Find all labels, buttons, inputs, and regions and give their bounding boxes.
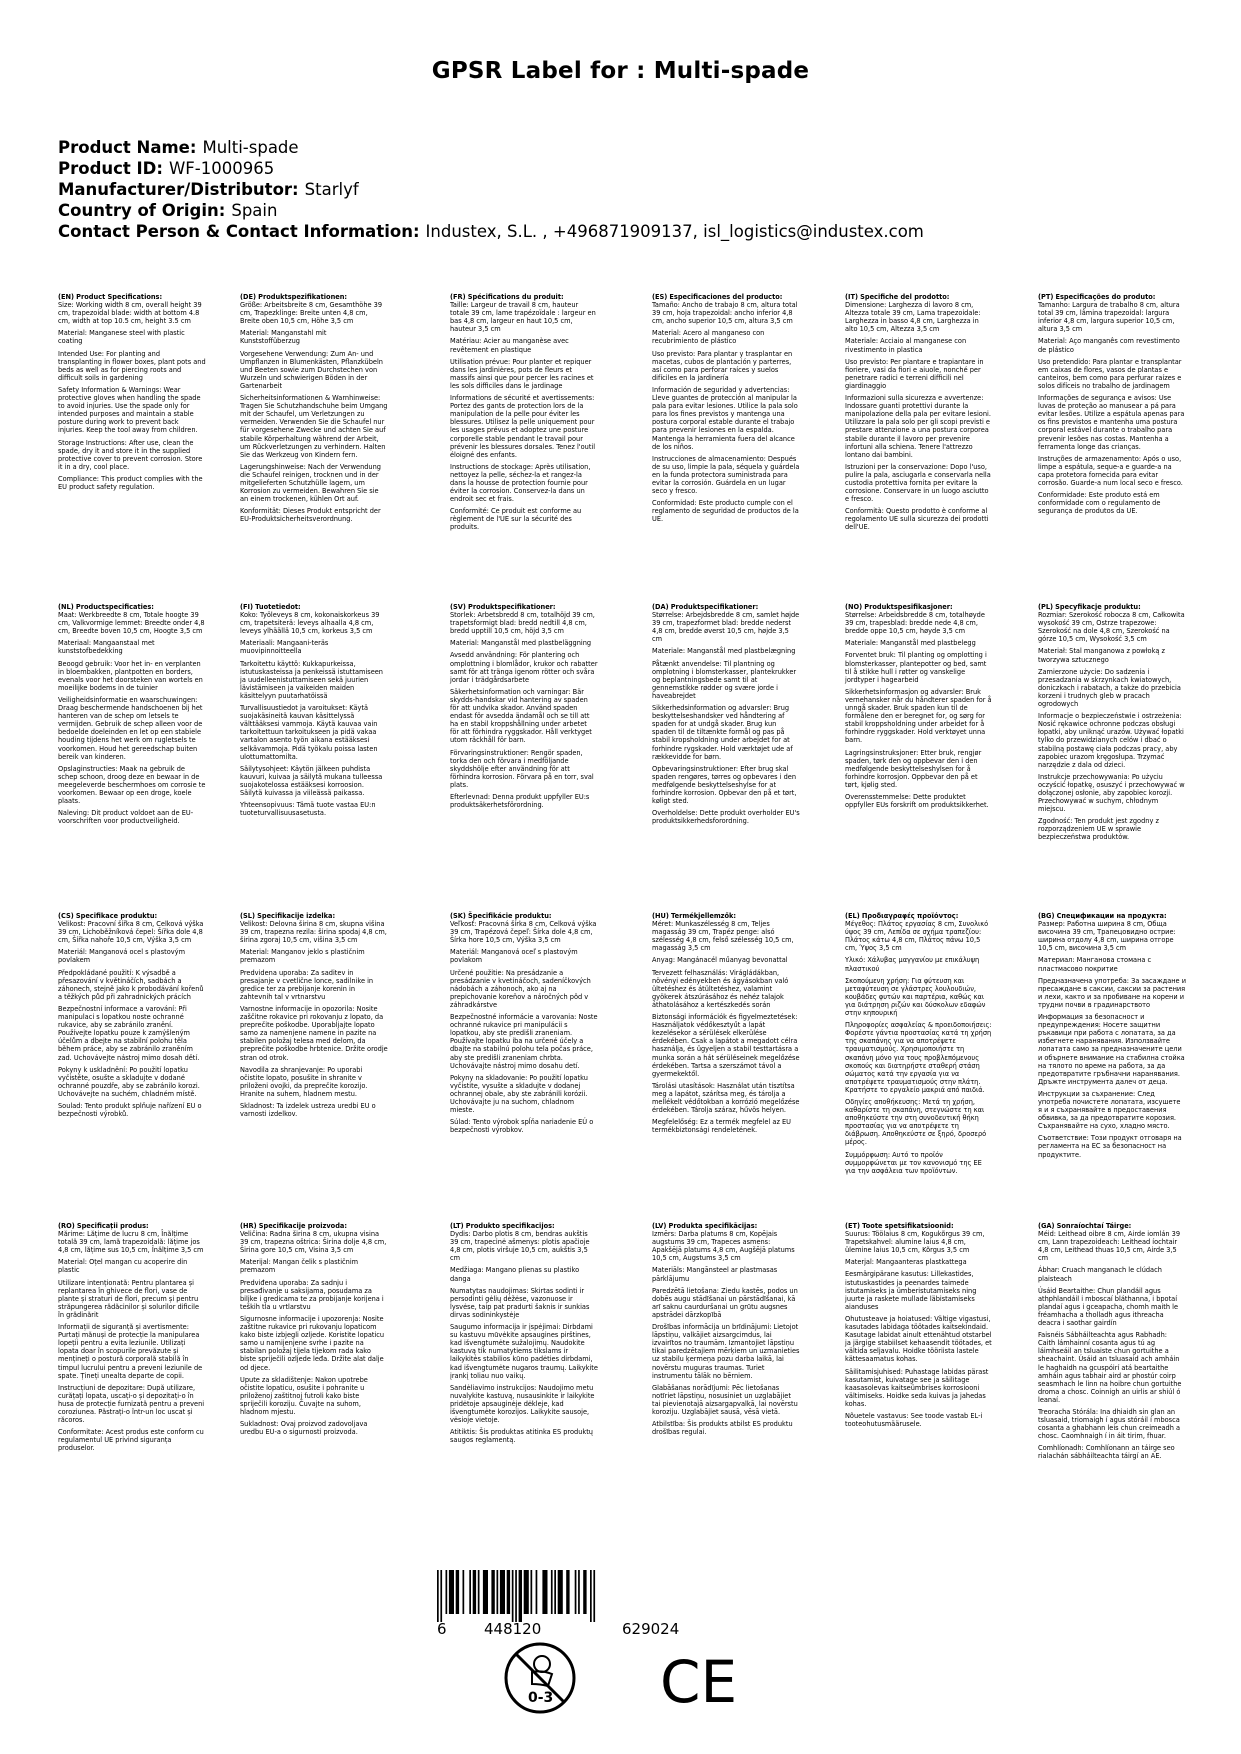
language-heading-text: Produktspecifikationer: xyxy=(670,603,759,611)
spec-size: Taille: Largeur de travail 8 cm, hauteur totale 39 cm, lame trapézoïdale : largeur en bas 4,8 cm, largeur en haut 10,5 cm, hauteur 3,5 cm xyxy=(450,301,596,334)
barcode-bar xyxy=(575,1570,577,1614)
language-code: (FI) xyxy=(240,603,253,611)
language-heading xyxy=(1038,912,1186,952)
spec-section: Predvidena uporaba: Za saditev in presajanje v cvetlične lonce, sadilnike in gredice ter za prebijanje korenin in zahtevnih tal v vrtnarstvu xyxy=(240,968,374,1001)
spec-section: Turvallisuustiedot ja varoitukset: Käytä suojakäsineitä kauvan käsittelyssä välttääksesi vammoja. Käytä kauvaa vain tarkoitettuun tarkoitukseen ja pidä vakaa vartalon asento työn aikana estääksesi selkävammoja. Pidä työkalu poissa lasten ulottumattomilta. xyxy=(240,704,378,761)
language-section-no xyxy=(845,603,993,813)
spec-section: Určené použitie: Na presádzanie a presádzanie v kvetináčoch, sadeníčkových nádobách a záhonoch, ako aj na prepichovanie koreňov a náročných pôd v záhradkárstve xyxy=(450,968,591,1009)
spec-section: Atitiktis: Šis produktas atitinka ES produktų saugos reglamentą. xyxy=(450,1428,593,1445)
spec-section: Pokyny na skladovanie: Po použití lopatku vyčistite, vysušte a skladujte v dodanej ochrannej obale, aby ste zabránili korózii. Uchovávajte ju na suchom, chladnom mieste. xyxy=(450,1073,588,1115)
product-id-row xyxy=(58,158,924,179)
barcode-bar xyxy=(558,1570,563,1614)
spec-size: Storlek: Arbetsbredd 8 cm, totalhöjd 39 cm, trapetsformigt blad: bredd nedtill 4,8 cm, bredd upptill 10,5 cm, höjd 3,5 cm xyxy=(450,611,595,636)
barcode-bar xyxy=(583,1570,586,1614)
spec-section: Treoracha Stórála: Ina dhiaidh sin glan an tsluasaid, triomaigh í agus stóráil í mbosca cosanta a ghabhann leis chun creimeadh a chosc. Caomhnaigh í in áit tirim, fhuar. xyxy=(1038,1407,1181,1441)
product-name-row xyxy=(58,137,924,158)
language-code: (FR) xyxy=(450,293,466,301)
spec-section: Instruções de armazenamento: Após o uso, limpe a espátula, seque-a e guarde-a na capa protetora fornecida para evitar corrosão. Guarde-a num local seco e fresco. xyxy=(1038,454,1183,487)
spec-section: Utilizare intenționată: Pentru plantarea și replantarea în ghivece de flori, vase de plante și straturi de flori, precum și pentru străpungerea rădăcinilor și solurilor dificile în grădinărit xyxy=(58,1278,200,1319)
language-section-et xyxy=(845,1222,993,1432)
ce-mark-icon xyxy=(660,1650,740,1710)
language-section-da xyxy=(652,603,800,829)
spec-section: Opbevaringsinstruktioner: Efter brug skal spaden rengøres, tørres og opbevares i den medfølgende beskyttelseshylse for at forhindre korrosion. Opbevar den på et tørt, køligt sted. xyxy=(652,764,797,806)
barcode-bar xyxy=(531,1570,533,1614)
spec-section: Anyag: Mangánacél műanyag bevonattal xyxy=(652,956,788,965)
spec-section: Materijal: Mangan čelik s plastičnim premazom xyxy=(240,1258,359,1275)
spec-section: Materiāls: Mangānsteel ar plastmasas pārklājumu xyxy=(652,1266,778,1283)
language-heading-text: Produktspesifikasjoner: xyxy=(864,603,953,611)
language-code: (RO) xyxy=(58,1222,75,1230)
language-code: (PT) xyxy=(1038,293,1054,301)
language-heading-text: Especificaciones del producto: xyxy=(669,293,783,301)
spec-section: Υλικό: Χάλυβας μαγγανίου με επικάλυψη πλαστικού xyxy=(845,956,980,973)
spec-section: Materiál: Manganová ocel s plastovým povlakem xyxy=(58,948,186,965)
language-section-lv xyxy=(652,1222,800,1440)
language-section-sk xyxy=(450,912,598,1138)
spec-section: Glabāšanas norādījumi: Pēc lietošanas notīriet lāpstiņu, nosusiniet un uzglabājiet tai pievienotajā aizsargapvalkā, lai novērstu koroziju. Uzglabājiet sausā, vēsā vietā. xyxy=(652,1383,798,1416)
spec-size: Størrelse: Arbeidsbredde 8 cm, totalhøyde 39 cm, trapesblad: bredde nede 4,8 cm, bredde oppe 10,5 cm, høyde 3,5 cm xyxy=(845,611,985,636)
spec-section: Materiale: Manganstål med plastbelægning xyxy=(652,647,796,656)
spec-size: Rozmiar: Szerokość robocza 8 cm, Całkowita wysokość 39 cm, Ostrze trapezowe: Szerokość na dole 4,8 cm, Szerokość na górze 10,5 cm, Wysokość 3,5 cm xyxy=(1038,611,1185,644)
barcode-bar xyxy=(515,1570,517,1622)
language-heading-text: Specyfikacje produktu: xyxy=(1055,603,1141,611)
language-heading xyxy=(240,293,388,325)
language-heading-text: Спецификации на продукта: xyxy=(1056,912,1167,920)
language-code: (EN) xyxy=(58,293,75,301)
spec-section: Forventet bruk: Til planting og omplotting i blomsterkasser, plantepotter og bed, samt til å stikke hull i røtter og vanskelige jordtyper i hagearbeid xyxy=(845,651,987,684)
spec-section: Vorgesehene Verwendung: Zum An- und Umpflanzen in Blumenkästen, Pflanzkübeln und Beeten sowie zum Durchstechen von Wurzeln und schwierigen Böden in der Gartenarbeit xyxy=(240,349,383,390)
language-code: (NL) xyxy=(58,603,74,611)
spec-section: Efterlevnad: Denna produkt uppfyller EU:s produktsäkerhetsförordning. xyxy=(450,792,590,810)
language-code: (EL) xyxy=(845,912,860,920)
age-range-text: 0-3 xyxy=(528,1690,554,1706)
language-code: (LV) xyxy=(652,1222,667,1230)
product-info xyxy=(58,137,924,242)
language-heading xyxy=(652,912,800,952)
language-section-pt xyxy=(1038,293,1186,519)
language-section-fr xyxy=(450,293,598,536)
spec-section: Instructions de stockage: Après utilisation, nettoyez la pelle, séchez-la et rangez-la dans la housse de protection fournie pour éviter la corrosion. Conservez-la dans un endroit sec et frais. xyxy=(450,462,591,504)
language-heading-text: Tuotetiedot: xyxy=(255,603,301,611)
barcode-bar xyxy=(478,1570,480,1614)
language-code: (SK) xyxy=(450,912,466,920)
spec-section: Konformität: Dieses Produkt entspricht der EU-Produktsicherheitsverordnung. xyxy=(240,507,381,524)
language-heading xyxy=(652,603,800,643)
language-heading xyxy=(240,912,388,944)
language-heading xyxy=(58,293,206,325)
spec-section: Upute za skladištenje: Nakon upotrebe očistite lopaticu, osušite i pohranite u priloženoj zaštitnoj futroli kako biste spriječili koroziju. Čuvajte na suhom, hladnom mjestu. xyxy=(240,1375,368,1416)
spec-section: Instrucciones de almacenamiento: Después de su uso, limpie la pala, séquela y guárdela en la funda protectora suministrada para evitar la corrosión. Guárdela en un lugar seco y fresco. xyxy=(652,454,800,496)
language-section-cs xyxy=(58,912,206,1122)
spec-size: Suurus: Töölaius 8 cm, Kogukõrgus 39 cm, Trapetskahvel: alumine laius 4,8 cm, ülemine laius 10,5 cm, Kõrgus 3,5 cm xyxy=(845,1230,985,1255)
spec-section: Material: Manganstahl mit Kunststoffüberzug xyxy=(240,329,327,346)
spec-section: Intended Use: For planting and transplanting in flower boxes, plant pots and beds as well as for piercing roots and difficult soils in gardening xyxy=(58,349,206,382)
spec-size: Maat: Werkbreedte 8 cm, Totale hoogte 39 cm, Valkvormige lemmet: Breedte onder 4,8 cm, Breedte boven 10,5 cm, Hoogte 3,5 cm xyxy=(58,611,205,636)
spec-section: Lagerungshinweise: Nach der Verwendung die Schaufel reinigen, trocknen und in der mitgelieferten Schutzhülle lagern, um Korrosion zu vermeiden. Bewahren Sie sie an einem trockenen, kühlen Ort auf. xyxy=(240,462,381,504)
spec-size: Размер: Работна ширина 8 cm, Обща височина 39 cm, Трапецовидно острие: ширина отдолу 4,8 cm, ширина отгоре 10,5 cm, височина 3,5 cm xyxy=(1038,920,1176,953)
manufacturer-row xyxy=(58,179,924,200)
language-heading-text: Sonraíochtaí Táirge: xyxy=(1056,1222,1132,1230)
spec-size: Velikost: Delovna širina 8 cm, skupna višina 39 cm, trapezna rezila: širina spodaj 4,8 cm, širina zgoraj 10,5 cm, višina 3,5 cm xyxy=(240,920,387,945)
spec-section: Conformidad: Este producto cumple con el reglamento de seguridad de productos de la UE. xyxy=(652,499,799,524)
language-heading-text: Specifikace produktu: xyxy=(75,912,158,920)
spec-section: Materiaali: Mangaani-teräs muovipinnoitteella xyxy=(240,639,329,656)
language-section-ga xyxy=(1038,1222,1186,1465)
language-heading-text: Produkta specifikācijas: xyxy=(668,1222,758,1230)
origin-value: Spain xyxy=(231,201,278,220)
language-code: (HR) xyxy=(240,1222,257,1230)
spec-section: Faisnéis Sábháilteachta agus Rabhadh: Caith lámhainní cosanta agus tú ag láimhseáil an tsluaiste chun gortuithe a sheachaint. Úsáid an tsluasaid ach amháin le haghaidh na gcuspóirí atá beartaithe amháin agus tabhair aird ar phostúr coirp seasmhach le linn na hoibre chun gortuithe droma a chosc. Coinnigh an uirlis ar shiúl ó leanaí. xyxy=(1038,1331,1182,1404)
language-code: (SL) xyxy=(240,912,255,920)
language-heading-text: Specificații produs: xyxy=(76,1222,149,1230)
contact-value: Industex, S.L. , +496871909137, isl_logistics@industex.com xyxy=(425,222,924,241)
spec-section: Materiale: Manganstål med plastbelegg xyxy=(845,639,976,648)
spec-section: Съответствие: Този продукт отговаря на регламента на ЕС за безопасност на продуктите. xyxy=(1038,1134,1182,1159)
spec-section: Conformitate: Acest produs este conform cu regulamentul UE privind siguranța produselor. xyxy=(58,1428,204,1453)
spec-section: Paredzētā lietošana: Ziedu kastēs, podos un dobēs augu stādīšanai un pārstādīšanai, kā arī saknu caurduršanai un grūtu augsnes apstrādei dārzkopībā xyxy=(652,1286,798,1319)
barcode-bar xyxy=(507,1570,510,1614)
barcode-bar xyxy=(469,1570,471,1614)
spec-section: Tarkoitettu käyttö: Kukkapurkeissa, istutuskasteissa ja penkeissä istuttamiseen ja uudelleenistuttamiseen sekä juurien lävistämiseen ja vaikeiden maiden käsittelyyn puutarhatöissä xyxy=(240,659,383,700)
spec-section: Utilisation prévue: Pour planter et repiquer dans les jardinières, pots de fleurs et massifs ainsi que pour percer les racines et les sols difficiles dans le jardinage xyxy=(450,357,594,390)
language-code: (PL) xyxy=(1038,603,1054,611)
spec-section: Material: Oțel mangan cu acoperire din plastic xyxy=(58,1258,188,1275)
spec-section: Материал: Манганова стомана с пластмасово покритие xyxy=(1038,956,1152,973)
language-section-el xyxy=(845,912,993,1179)
spec-section: Materiaal: Mangaanstaal met kunststofbedekking xyxy=(58,639,155,656)
spec-size: Dydis: Darbo plotis 8 cm, bendras aukštis 39 cm, trapecinė ašmenys: plotis apačioje 4,8 cm, plotis viršuje 10,5 cm, aukštis 3,5 cm xyxy=(450,1230,590,1263)
language-code: (HU) xyxy=(652,912,669,920)
spec-section: Pokyny k uskladnění: Po použití lopatku vyčistěte, osušte a skladujte v dodané ochranné pouzdře, aby se zabránilo korozi. Uchovávejte na suchém, chladném místě. xyxy=(58,1065,200,1098)
spec-section: Πληροφορίες ασφαλείας & προειδοποιήσεις: Φορέστε γάντια προστασίας κατά τη χρήση της σκαπάνης για να αποτρέψετε τραυματισμούς. Χρησιμοποιήστε τη σκαπάνη μόνο για τους προβλεπόμενους σκοπούς και διατηρήστε σταθερή στάση σώματος κατά την εργασία για να αποτρέψετε τραυματισμούς στην πλάτη. Κρατήστε το εργαλείο μακριά από παιδιά. xyxy=(845,1021,992,1094)
language-heading xyxy=(58,603,206,635)
spec-section: Předpokládané použití: K výsadbě a přesazování v květináčích, sadbách a záhonech, stejně jako k probodávání kořenů a těžkých půd při zahradnických prácích xyxy=(58,968,204,1001)
language-heading-text: Produktspecifikationer: xyxy=(468,603,556,611)
spec-section: Säilytysohjeet: Käytön jälkeen puhdista kauvuri, kuivaa ja säilytä mukana tulleessa suojakotelossa estääksesi korroosion. Säilytä kuivassa ja viileässä paikassa. xyxy=(240,764,383,797)
spec-section: Инструкции за съхранение: След употреба почистете лопатата, изсушете я и я съхранявайте в предоставения обвивка, за да предотвратите корозия. Съхранявайте на сухо, хладно място. xyxy=(1038,1089,1181,1131)
language-heading xyxy=(450,912,598,944)
spec-size: Mărime: Lățime de lucru 8 cm, Înălțime totală 39 cm, lamă trapezoidală: lățime jos 4,8 cm, lățime sus 10,5 cm, Înălțime 3,5 cm xyxy=(58,1230,204,1255)
language-heading xyxy=(845,293,993,333)
spec-section: Materiál: Manganová oceľ s plastovým povlakom xyxy=(450,948,578,965)
spec-section: Informações de segurança e avisos: Use luvas de proteção ao manusear a pá para evitar lesões. Utilize a espátula apenas para os fins previstos e mantenha uma postura corporal estável durante o trabalho para prevenir lesões nas costas. Mantenha a ferramenta longe das crianças. xyxy=(1038,394,1185,451)
page-title: GPSR Label for : Multi-spade xyxy=(431,58,810,84)
spec-section: Σκοπούμενη χρήση: Για φύτευση και μεταφύτευση σε γλάστρες λουλουδιών, κουβάδες φυτών και παρτέρια, καθώς και για διάτρηση ριζών και δύσκολων εδαφών στην κηπουρική xyxy=(845,976,986,1018)
language-heading-text: Specifikacije proizvoda: xyxy=(258,1222,347,1230)
spec-size: Größe: Arbeitsbreite 8 cm, Gesamthöhe 39 cm, Trapezklinge: Breite unten 4,8 cm, Breite oben 10,5 cm, Höhe 3,5 cm xyxy=(240,301,383,326)
language-code: (DA) xyxy=(652,603,669,611)
language-section-bg xyxy=(1038,912,1186,1163)
language-heading-text: Product Specifications: xyxy=(76,293,163,301)
manufacturer-value: Starlyf xyxy=(304,180,359,199)
language-heading xyxy=(845,912,993,952)
language-code: (DE) xyxy=(240,293,257,301)
spec-size: Veličina: Radna širina 8 cm, ukupna visina 39 cm, trapezna oštrica: Širina dolje 4,8 cm, Širina gore 10,5 cm, Visina 3,5 cm xyxy=(240,1230,387,1255)
spec-section: Informații de siguranță și avertismente: Purtați mănuși de protecție la manipularea lopeții pentru a evita leziunile. Utilizați lopata doar în scopurile prevăzute și mențineți o postură corporală stabilă în timpul lucrului pentru a preveni leziunile de spate. Țineți unealta departe de copii. xyxy=(58,1323,203,1380)
language-heading-text: Produkto specifikacijos: xyxy=(465,1222,555,1230)
language-heading xyxy=(450,1222,598,1262)
language-section-hr xyxy=(240,1222,388,1440)
barcode-bar xyxy=(463,1570,465,1614)
spec-section: Συμμόρφωση: Αυτό το προϊόν συμμορφώνεται με τον κανονισμό της ΕΕ για την ασφάλεια των προϊόντων. xyxy=(845,1150,982,1175)
spec-size: Tamaño: Ancho de trabajo 8 cm, altura total 39 cm, hoja trapezoidal: ancho inferior 4,8 cm, ancho superior 10,5 cm, altura 3,5 cm xyxy=(652,301,798,326)
spec-section: Ábhar: Cruach manganach le clúdach plaisteach xyxy=(1038,1266,1162,1283)
product-name-label: Product Name: xyxy=(58,138,197,157)
spec-section: Numatytas naudojimas: Skirtas sodinti ir persodinti gėlių dėžėse, vazonuose ir lysvėse, taip pat pradurti šaknis ir sunkias dirvas sodininkystėje xyxy=(450,1286,590,1319)
language-code: (LT) xyxy=(450,1222,464,1230)
spec-section: Påtænkt anvendelse: Til plantning og omplotning i blomsterkasser, plantekrukker og beplantningsbede samt til at gennemstikke rødder og svære jorde i haveabrejdet xyxy=(652,659,797,700)
spec-section: Beoogd gebruik: Voor het in- en verplanten in bloembakken, plantpotten en borders, evenals voor het doorsteken van wortels en moeilijke bodems in de tuinier xyxy=(58,659,203,692)
spec-section: Naleving: Dit product voldoet aan de EU-voorschriften voor productveiligheid. xyxy=(58,809,194,826)
spec-size: Μέγεθος: Πλάτος εργασίας 8 cm, Συνολικό ύψος 39 cm, Λεπίδα σε σχήμα τραπεζίου: Πλάτος κάτω 4,8 cm, Πλάτος πάνω 10,5 cm, Ύψος 3,5 cm xyxy=(845,920,989,953)
product-name-value: Multi-spade xyxy=(202,138,299,157)
spec-section: Eesmärgipärane kasutus: Lillekastides, istutuskastides ja peenardes taimede istutamiseks ja ümberistutamiseks ning juurte ja raskete mullade läbistamiseks aianduses xyxy=(845,1270,977,1311)
spec-section: Biztonsági információk és figyelmeztetések: Használjatok védőkesztyűt a lapát kezelésekor a sérülések elkerülése érdekében. Csak a lapátot a megadott célra használja, és ügyeljen a stabil testtartásra a munka során a hát sérüléseinek megelőzése érdekében. Tartsa a szerszámot távol a gyermekektől. xyxy=(652,1013,800,1078)
spec-section: Compliance: This product complies with the EU product safety regulation. xyxy=(58,474,203,491)
spec-section: Opslaginstructies: Maak na gebruik de schep schoon, droog deze en bewaar in de meegeleverde beschermhoes om corrosie te voorkomen. Bewaar op een droge, koele plaats. xyxy=(58,764,206,806)
language-section-hu xyxy=(652,912,800,1138)
spec-section: Material: Manganese steel with plastic coating xyxy=(58,329,185,346)
barcode-bar xyxy=(542,1570,547,1614)
origin-row xyxy=(58,200,924,221)
spec-section: Comhlíonadh: Comhlíonann an táirge seo rialachán sábháilteachta táirgí an AE. xyxy=(1038,1444,1175,1461)
spec-section: Storage Instructions: After use, clean the spade, dry it and store it in the supplied protective cover to prevent corrosion. Store it in a dry, cool place. xyxy=(58,438,203,471)
language-heading xyxy=(652,1222,800,1262)
spec-section: Matériau: Acier au manganèse avec revêtement en plastique xyxy=(450,337,569,354)
barcode-bar xyxy=(446,1570,448,1614)
barcode-bar xyxy=(449,1570,454,1614)
spec-section: Conformità: Questo prodotto è conforme al regolamento UE sulla sicurezza dei prodotti dell'UE. xyxy=(845,507,989,532)
contact-label: Contact Person & Contact Information: xyxy=(58,222,420,241)
language-section-fi xyxy=(240,603,388,821)
spec-section: Conformité: Ce produit est conforme au règlement de l'UE sur la sécurité des produits. xyxy=(450,507,582,532)
spec-section: Material: Manganstål med plastbeläggning xyxy=(450,639,592,648)
spec-section: Yhteensopivuus: Tämä tuote vastaa EU:n tuoteturvallisuusasetusta. xyxy=(240,801,376,818)
barcode-bar xyxy=(593,1570,595,1622)
language-section-es xyxy=(652,293,800,527)
language-heading xyxy=(845,603,993,635)
language-heading-text: Productspecificaties: xyxy=(75,603,154,611)
barcode xyxy=(433,1570,713,1622)
spec-section: Zamierzone użycie: Do sadzenia i przesadzania w skrzynkach kwiatowych, doniczkach i rabatach, a także do przebicia korzeni i trudnych gleb w pracach ogrodowych xyxy=(1038,667,1181,709)
spec-size: Størrelse: Arbejdsbredde 8 cm, samlet højde 39 cm, trapezformet blad: bredde nederst 4,8 cm, bredde øverst 10,5 cm, højde 3,5 cm xyxy=(652,611,800,644)
spec-section: Overensstemmelse: Dette produktet oppfyller EUs forskrift om produktsikkerhet. xyxy=(845,792,989,810)
spec-section: Предназначена употреба: За засаждане и пресаждане в саксии, саксии за растения и лехи, както и за пробиване на корени и трудни почви в градинарството xyxy=(1038,976,1186,1009)
language-section-it xyxy=(845,293,993,536)
spec-section: Sicherheitsinformationen & Warnhinweise: Tragen Sie Schutzhandschuhe beim Umgang mit der Schaufel, um Verletzungen zu vermeiden. Verwenden Sie die Schaufel nur für vorgesehene Zwecke und achten Sie auf stabile Körperhaltung während der Arbeit, um Rückverletzungen zu verhindern. Halten Sie das Werkzeug von Kindern fern. xyxy=(240,394,388,459)
language-heading xyxy=(58,1222,206,1254)
contact-row xyxy=(58,221,924,242)
spec-section: Informazioni sulla sicurezza e avvertenze: Indossare guanti protettivi durante la manipolazione della pala per evitare lesioni. Utilizzare la pala solo per gli scopi previsti e prestare attenzione a una postura corporea stabile durante il lavoro per prevenire infortuni alla schiena. Tenere l'attrezzo lontano dai bambini. xyxy=(845,394,991,459)
spec-section: Säilitamisjuhised: Puhastage labidas pärast kasutamist, kuivatage see ja säilitage kaasasolevas kaitseümbrises korrosiooni vältimiseks. Hoidke seda kuivas ja jahedas kohas. xyxy=(845,1367,989,1408)
spec-size: Veľkosť: Pracovná šírka 8 cm, Celková výška 39 cm, Trapézová čepeľ: Šírka dole 4,8 cm, Šírka hore 10,5 cm, Výška 3,5 cm xyxy=(450,920,597,945)
spec-section: Nõuetele vastavus: See toode vastab EL-i tooteohutusmäärusele. xyxy=(845,1411,983,1429)
barcode-bar xyxy=(497,1570,499,1614)
language-heading-text: Toote spetsifikatsioonid: xyxy=(862,1222,954,1230)
spec-section: Materjal: Mangaanteras plastkattega xyxy=(845,1258,967,1267)
barcode-group-2: 629024 xyxy=(622,1620,680,1638)
spec-size: Méret: Munkaszélesség 8 cm, Teljes magasság 39 cm, Trapéz penge: alsó szélesség 4,8 cm, felső szélesség 10,5 cm, magasság 3,5 cm xyxy=(652,920,794,953)
spec-section: Οδηγίες αποθήκευσης: Μετά τη χρήση, καθαρίστε τη σκαπάνη, στεγνώστε τη και αποθηκεύστε την στη συνοδευτική θήκη προστασίας για να αποτρέψετε τη διάβρωση. Αποθηκεύστε σε ξηρό, δροσερό μέρος. xyxy=(845,1097,987,1147)
origin-label: Country of Origin: xyxy=(58,201,226,220)
spec-section: Úsáid Beartaithe: Chun plandáil agus athphlandáil i mboscaí bláthanna, i bpotaí plandaí agus i gceapacha, chomh maith le fréamhacha a tholladh agus ithreacha deacra i saothar gairdín xyxy=(1038,1286,1179,1328)
language-heading-text: Προδιαγραφές προϊόντος: xyxy=(861,912,959,920)
spec-section: Förvaringsinstruktioner: Rengör spaden, torka den och förvara i medföljande skyddshölje efter användning för att förhindra korrosion. Förvara på en torr, sval plats. xyxy=(450,748,594,789)
spec-section: Soulad: Tento produkt splňuje nařízení EU o bezpečnosti výrobků. xyxy=(58,1101,202,1119)
language-heading-text: Especificações do produto: xyxy=(1055,293,1156,301)
spec-section: Navodila za shranjevanje: Po uporabi očistite lopato, posušite in shranite v priloženi ovojki, da preprečite korozijo. Hranite na suhem, hladnem mestu. xyxy=(240,1065,368,1098)
barcode-bar xyxy=(440,1570,442,1622)
spec-section: Skladnost: Ta izdelek ustreza uredbi EU o varnosti izdelkov. xyxy=(240,1101,376,1119)
barcode-bar xyxy=(551,1570,553,1614)
spec-size: Dimensione: Larghezza di lavoro 8 cm, Altezza totale 39 cm, Lama trapezoidale: Larghezza in basso 4,8 cm, Larghezza in alto 10,5 cm, Altezza 3,5 cm xyxy=(845,301,981,334)
language-heading xyxy=(240,603,388,635)
barcode-bar xyxy=(437,1570,439,1622)
age-restriction-icon xyxy=(502,1640,578,1716)
language-code: (BG) xyxy=(1038,912,1055,920)
language-section-en xyxy=(58,293,206,495)
spec-section: Sikkerhetsinformasjon og advarsler: Bruk vernehansker når du håndterer spaden for å unngå skader. Bruk spaden kun til de formålene den er beregnet for, og sørg for stabil kroppsholdning under arbeidet for å forhindre ryggskader. Hold verktøyet unna barn. xyxy=(845,687,992,745)
spec-section: Megfelelőség: Ez a termék megfelel az EU termékbiztonsági rendeletének. xyxy=(652,1118,791,1135)
manufacturer-label: Manufacturer/Distributor: xyxy=(58,180,299,199)
spec-section: Material: Aço manganês com revestimento de plástico xyxy=(1038,337,1180,354)
spec-section: Istruzioni per la conservazione: Dopo l'uso, pulire la pala, asciugarla e conservarla nella custodia protettiva fornita per evitare la corrosione. Conservare in un luogo asciutto e fresco. xyxy=(845,462,991,504)
language-heading-text: Specifikacije izdelka: xyxy=(257,912,336,920)
product-id-value: WF-1000965 xyxy=(168,159,275,178)
spec-section: Medžiaga: Mangano plienas su plastiko danga xyxy=(450,1266,580,1283)
language-heading-text: Špecifikácie produktu: xyxy=(468,912,552,920)
spec-section: Informacje o bezpieczeństwie i ostrzeżenia: Nosić rękawice ochronne podczas obsługi łopatki, aby uniknąć urazów. Używać łopatki tylko do przewidzianych celów i dbać o stabilną postawę ciała podczas pracy, aby zapobiec urazom kręgosłupa. Trzymać narzędzie z dala od dzieci. xyxy=(1038,712,1184,769)
barcode-bar xyxy=(456,1570,459,1614)
spec-section: Conformidade: Este produto está em conformidade com o regulamento de segurança de produtos da UE. xyxy=(1038,491,1161,516)
barcode-bar xyxy=(524,1570,529,1614)
spec-size: Size: Working width 8 cm, overall height 39 cm, trapezoidal blade: width at bottom 4.8 cm, width at top 10.5 cm, height 3.5 cm xyxy=(58,301,202,326)
spec-size: Izmērs: Darba platums 8 cm, Kopējais augstums 39 cm, Trapeces asmens: Apakšējā platums 4,8 cm, Augšējā platums 10,5 cm, Augstums 3,5 cm xyxy=(652,1230,795,1263)
language-heading xyxy=(652,293,800,325)
spec-section: Zgodność: Ten produkt jest zgodny z rozporządzeniem UE w sprawie bezpieczeństwa produktów. xyxy=(1038,817,1159,842)
language-section-de xyxy=(240,293,388,527)
spec-section: Material: Manganov jeklo s plastičnim premazom xyxy=(240,948,365,965)
language-code: (SV) xyxy=(450,603,466,611)
spec-section: Saugumo informacija ir įspėjimai: Dirbdami su kastuvu mūvėkite apsaugines pirštines, kad išvengtumėte sužalojimų. Naudokite kastuvą tik numatytiems tikslams ir laikykitės stabilios kūno padėties dirbdami, kad išvengtumėte nugaros traumų. Laikykite įrankį toliau nuo vaikų. xyxy=(450,1323,598,1380)
spec-section: Sigurnosne informacije i upozorenja: Nosite zaštitne rukavice pri rukovanju lopaticom kako biste izbjegli ozljede. Koristite lopaticu samo u namijenjene svrhe i pazite na stabilan položaj tijela tijekom rada kako biste spriječili ozljede leđa. Držite alat dalje od djece. xyxy=(240,1314,385,1372)
language-heading-text: Termékjellemzők: xyxy=(671,912,737,920)
spec-section: Tárolási utasítások: Használat után tisztítsa meg a lapátot, szárítsa meg, és tárolja a mellékelt védőtokban a korrózió megelőzése érdekében. Tárolja száraz, hűvös helyen. xyxy=(652,1081,800,1115)
ce-mark-text: CE xyxy=(660,1650,738,1710)
language-heading xyxy=(1038,603,1186,643)
spec-section: Atbilstība: Šis produkts atbilst ES produktu drošības regulai. xyxy=(652,1420,793,1437)
language-section-lt xyxy=(450,1222,598,1448)
barcode-bar xyxy=(500,1570,505,1614)
barcode-bar xyxy=(554,1570,556,1614)
spec-section: Ohutusteave ja hoiatused: Vältige vigastusi, kasutades labidaga töötades kaitsekindaid. Kasutage labidat ainult ettenähtud otstarbel ja järgige stabiilset kehaasendit töötades, et vältida seljavalu. Hoidke tööriista lastele kättesaamatus kohas. xyxy=(845,1314,992,1364)
spec-section: Sandėliavimo instrukcijos: Naudojimo metu nuvalykite kastuvą, nusausinkite ir laikykite pridėtoje apsauginėje dėkleje, kad išvengtumėte korozijos. Laikykite sausoje, vėsioje vietoje. xyxy=(450,1383,595,1425)
language-section-nl xyxy=(58,603,206,829)
barcode-bar xyxy=(491,1570,494,1614)
language-heading xyxy=(1038,293,1186,333)
language-heading-text: Produktspezifikationen: xyxy=(258,293,348,301)
spec-section: Instrukcje przechowywania: Po użyciu oczyścić łopatkę, osuszyć i przechowywać w dołączonej osłonie, aby zapobiec korozji. Przechowywać w suchym, chłodnym miejscu. xyxy=(1038,772,1185,814)
language-heading xyxy=(450,603,598,635)
barcode-group-1: 448120 xyxy=(484,1620,542,1638)
language-heading-text: Spécifications du produit: xyxy=(467,293,564,301)
language-heading xyxy=(58,912,206,944)
language-heading xyxy=(1038,1222,1186,1262)
barcode-bar xyxy=(473,1570,476,1614)
spec-section: Overholdelse: Dette produkt overholder EU's produktsikkerhedsforordning. xyxy=(652,809,800,826)
barcode-bar xyxy=(566,1570,569,1614)
spec-size: Velikost: Pracovní šířka 8 cm, Celková výška 39 cm, Lichoběžníková čepel: Šířka dole 4,8 cm, Šířka nahoře 10,5 cm, Výška 3,5 cm xyxy=(58,920,204,945)
barcode-left-digit: 6 xyxy=(437,1620,447,1638)
spec-section: Lagringsinstruksjoner: Etter bruk, rengjør spaden, tørk den og oppbevar den i den medfølgende beskyttelseshylsen for å forhindre korrosjon. Oppbevar den på et tørt, kjølig sted. xyxy=(845,748,982,789)
spec-section: Predviđena uporaba: Za sadnju i presađivanje u saksijama, posudama za biljke i gredicama te za probijanje korijena i teških tla u vrtlarstvu xyxy=(240,1278,384,1311)
spec-section: Tervezett felhasználás: Virágládákban, növényi edényekben és ágyásokban való ültetéshez és átültetéshez, valamint gyökerek átszúrásához és nehéz talajok áthatolásához a kertészkedés során xyxy=(652,968,789,1009)
language-code: (ES) xyxy=(652,293,668,301)
language-code: (IT) xyxy=(845,293,858,301)
spec-section: Uso previsto: Per piantare e trapiantare in fioriere, vasi da fiori e aiuole, nonché per penetrare radici e terreni difficili nel giardinaggio xyxy=(845,357,984,390)
language-code: (NO) xyxy=(845,603,863,611)
barcode-bar xyxy=(512,1570,514,1622)
spec-section: Drošības informācija un brīdinājumi: Lietojot lāpstiņu, valkājiet aizsargcimdus, lai izvairītos no traumām. Izmantojiet lāpstiņu tikai paredzētajiem mērķiem un uzmanieties uz stabilu ķermeņa pozu darba laikā, lai novērstu muguras traumas. Turiet instrumentu tālāk no bērniem. xyxy=(652,1323,800,1380)
spec-section: Информация за безопасност и предупреждения: Носете защитни ръкавици при работа с лопатата, за да избегнете наранявания. Използвайте лопатата само за предназначените цели и обърнете внимание на стабилна стойка на тялото по време на работа, за да предотвратите гръбначни наранявания. Дръжте инструмента далеч от деца. xyxy=(1038,1013,1185,1086)
spec-section: Súlad: Tento výrobok spĺňa nariadenie EÚ o bezpečnosti výrobkov. xyxy=(450,1118,594,1135)
spec-section: Instrucțiuni de depozitare: După utilizare, curățați lopata, uscați-o și depozitați-o în husa de protecție furnizată pentru a preveni coroziunea. Păstrați-o într-un loc uscat și răcoros. xyxy=(58,1383,205,1425)
spec-section: Bezpečnostní informace a varování: Při manipulaci s lopatkou noste ochranné rukavice, aby se zabránilo zranění. Používejte lopatku pouze k zamýšleným účelům a dbejte na stabilní polohu těla během práce, aby se zabránilo zraněním zad. Uchovávejte nástroj mimo dosah dětí. xyxy=(58,1004,200,1062)
language-heading xyxy=(240,1222,388,1254)
product-id-label: Product ID: xyxy=(58,159,163,178)
language-code: (ET) xyxy=(845,1222,861,1230)
spec-section: Safety Information & Warnings: Wear protective gloves when handling the spade to avoid injuries. Use the spade only for intended purposes and maintain a stable posture during work to prevent back injuries. Keep the tool away from children. xyxy=(58,385,201,435)
barcode-bar xyxy=(483,1570,488,1614)
language-heading-text: Specifiche del prodotto: xyxy=(860,293,950,301)
language-section-sl xyxy=(240,912,388,1122)
spec-section: Información de seguridad y advertencias: Lleve guantes de protección al manipular la pala para evitar lesiones. Utilice la pala solo para los fines previstos y mantenga una postura corporal estable durante el trabajo para prevenir lesiones en la espalda. Mantenga la herramienta fuera del alcance de los niños. xyxy=(652,385,798,451)
spec-size: Tamanho: Largura de trabalho 8 cm, altura total 39 cm, lâmina trapezoidal: largura inferior 4,8 cm, largura superior 10,5 cm, altura 3,5 cm xyxy=(1038,301,1180,334)
spec-size: Koko: Työleveys 8 cm, kokonaiskorkeus 39 cm, trapetsiterä: leveys alhaalla 4,8 cm, leveys ylhäällä 10,5 cm, korkeus 3,5 cm xyxy=(240,611,380,636)
spec-size: Méid: Leithead oibre 8 cm, Airde iomlán 39 cm, Lann trapezoideach: Leithead íochtair 4,8 cm, Leithead thuas 10,5 cm, Airde 3,5 cm xyxy=(1038,1230,1181,1263)
language-section-ro xyxy=(58,1222,206,1456)
spec-section: Avsedd användning: För plantering och omplottning i blomlådor, krukor och rabatter samt för att tränga igenom rötter och svåra jordar i trädgårdsarbete xyxy=(450,651,598,684)
language-heading xyxy=(845,1222,993,1254)
language-section-pl xyxy=(1038,603,1186,846)
language-code: (GA) xyxy=(1038,1222,1055,1230)
spec-section: Material: Acero al manganeso con recubrimiento de plástico xyxy=(652,329,765,346)
language-heading xyxy=(450,293,598,333)
spec-section: Uso pretendido: Para plantar e transplantar em caixas de flores, vasos de plantas e canteiros, bem como para perfurar raízes e solos difíceis no trabalho de jardinagem xyxy=(1038,357,1182,390)
spec-section: Materiale: Acciaio al manganese con rivestimento in plastica xyxy=(845,337,967,354)
barcode-bar xyxy=(536,1570,538,1614)
language-section-sv xyxy=(450,603,598,813)
spec-section: Sukladnost: Ovaj proizvod zadovoljava uredbu EU-a o sigurnosti proizvoda. xyxy=(240,1420,368,1437)
barcode-bar xyxy=(578,1570,580,1614)
spec-section: Säkerhetsinformation och varningar: Bär skydds-handskar vid hantering av spaden för att undvika skador. Använd spaden endast för avsedda ändamål och se till att ha en stabil kroppshållning under arbetet för att förhindra ryggskador. Håll verktyget utom räckhåll för barn. xyxy=(450,687,592,745)
spec-section: Veiligheidsinformatie en waarschuwingen: Draag beschermende handschoenen bij het hanteren van de schep om letsels te vermijden. Gebruik de schep alleen voor de bedoelde doeleinden en let op een stabiele houding tijdens het werk om rugletsels te voorkomen. Houd het gereedschap buiten bereik van kinderen. xyxy=(58,695,203,761)
spec-section: Bezpečnostné informácie a varovania: Noste ochranné rukavice pri manipulácii s lopatkou, aby ste predišli zraneniam. Používajte lopatku iba na určené účely a dbajte na stabilnú polohu tela počas práce, aby ste predišli zraneniam chrbta. Uchovávajte nástroj mimo dosahu detí. xyxy=(450,1013,598,1070)
barcode-bar xyxy=(590,1570,592,1622)
barcode-bar xyxy=(519,1570,522,1622)
spec-section: Sikkerhedsinformation og advarsler: Brug beskyttelseshandsker ved håndtering af spaden for at undgå skader. Brug kun spaden til de tiltænkte formål og pas på stabil kropsholdning under arbejdet for at forhindre rygskader. Hold værktøjet ude af rækkevidde for børn. xyxy=(652,704,793,761)
spec-section: Varnostne informacije in opozorila: Nosite zaščitne rokavice pri rokovanju z lopato, da preprečite poškodbe. Uporabljajte lopato samo za namenjene namene in pazite na stabilen položaj telesa med delom, da preprečite poškodbe hrbtenice. Držite orodje stran od otrok. xyxy=(240,1004,388,1062)
spec-section: Informations de sécurité et avertissements: Portez des gants de protection lors de la manipulation de la pelle pour éviter les blessures. Utilisez la pelle uniquement pour les usages prévus et adoptez une posture corporelle stable pendant le travail pour prévenir les blessures dorsales. Tenez l'outil éloigné des enfants. xyxy=(450,394,596,459)
spec-section: Materiał: Stal manganowa z powłoką z tworzywa sztucznego xyxy=(1038,647,1165,664)
language-code: (CS) xyxy=(58,912,74,920)
spec-section: Uso previsto: Para plantar y trasplantar en macetas, cubos de plantación y parterres, así como para perforar raíces y suelos difíciles en la jardinería xyxy=(652,349,793,382)
